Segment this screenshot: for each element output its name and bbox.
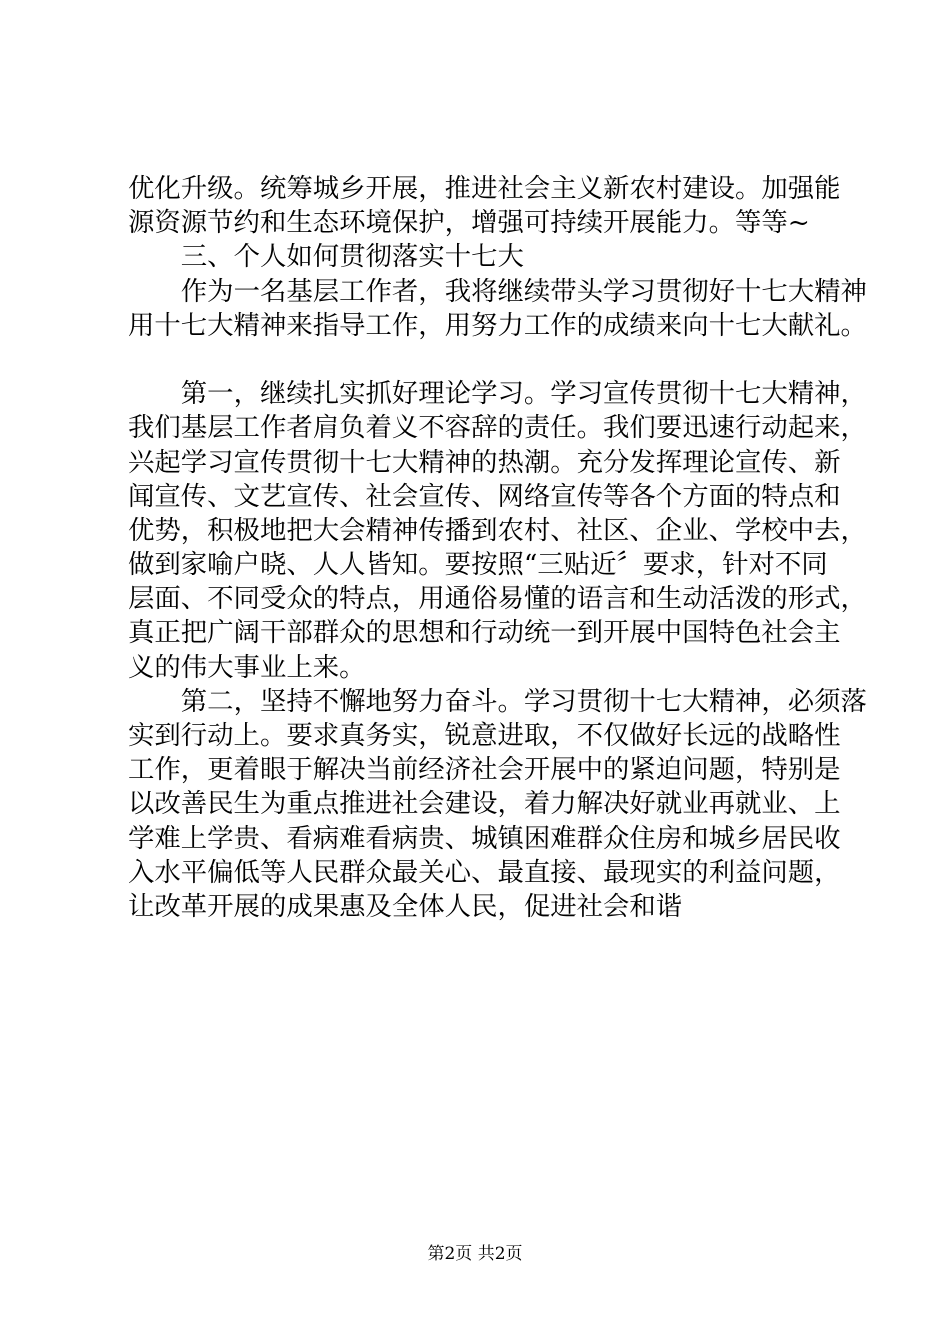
text-line: 我们基层工作者肩负着义不容辞的责任。我们要迅速行动起来， bbox=[128, 412, 867, 444]
text-line: 优化升级。统筹城乡开展，推进社会主义新农村建设。加强能 bbox=[128, 173, 841, 204]
document-body bbox=[128, 172, 867, 924]
paragraph-gap bbox=[128, 343, 828, 377]
text-line: 真正把广阔干部群众的思想和行动统一到开展中国特色社会主 bbox=[128, 617, 841, 649]
section-heading: 三、个人如何贯彻落实十七大 bbox=[180, 241, 524, 273]
text-line: 工作，更着眼于解决当前经济社会开展中的紧迫问题，特别是 bbox=[128, 754, 841, 786]
text-line: 入水平偏低等人民群众最关心、最直接、最现实的利益问题， bbox=[128, 856, 841, 888]
text-line: 学难上学贵、看病难看病贵、城镇困难群众住房和城乡居民收 bbox=[128, 822, 841, 854]
text-line: 做到家喻户晓、人人皆知。要按照“三贴近〞要求，针对不同 bbox=[128, 549, 828, 581]
text-line: 让改革开展的成果惠及全体人民，促进社会和谐 bbox=[128, 890, 683, 922]
text-line: 层面、不同受众的特点，用通俗易懂的语言和生动活泼的形式， bbox=[128, 583, 867, 615]
page-number: 第2页 共2页 bbox=[427, 1244, 523, 1264]
text-line: 实到行动上。要求真务实，锐意进取，不仅做好长远的战略性 bbox=[128, 720, 841, 751]
text-line: 优势，积极地把大会精神传播到农村、社区、企业、学校中去， bbox=[128, 514, 867, 546]
text-line: 第一，继续扎实抓好理论学习。学习宣传贯彻十七大精神， bbox=[180, 378, 867, 410]
page-footer bbox=[0, 1243, 950, 1265]
text-line: 兴起学习宣传贯彻十七大精神的热潮。充分发挥理论宣传、新 bbox=[128, 446, 841, 478]
text-line: 义的伟大事业上来。 bbox=[128, 651, 366, 683]
text-line: 用十七大精神来指导工作，用努力工作的成绩来向十七大献礼。 bbox=[128, 309, 867, 341]
text-line: 作为一名基层工作者，我将继续带头学习贯彻好十七大精神 bbox=[180, 275, 867, 307]
text-line: 闻宣传、文艺宣传、社会宣传、网络宣传等各个方面的特点和 bbox=[128, 480, 841, 512]
text-line: 第二，坚持不懈地努力奋斗。学习贯彻十七大精神，必须落 bbox=[180, 685, 867, 717]
text-line: 源资源节约和生态环境保护，增强可持续开展能力。等等~ bbox=[128, 207, 810, 239]
text-line: 以改善民生为重点推进社会建设，着力解决好就业再就业、上 bbox=[128, 788, 841, 820]
